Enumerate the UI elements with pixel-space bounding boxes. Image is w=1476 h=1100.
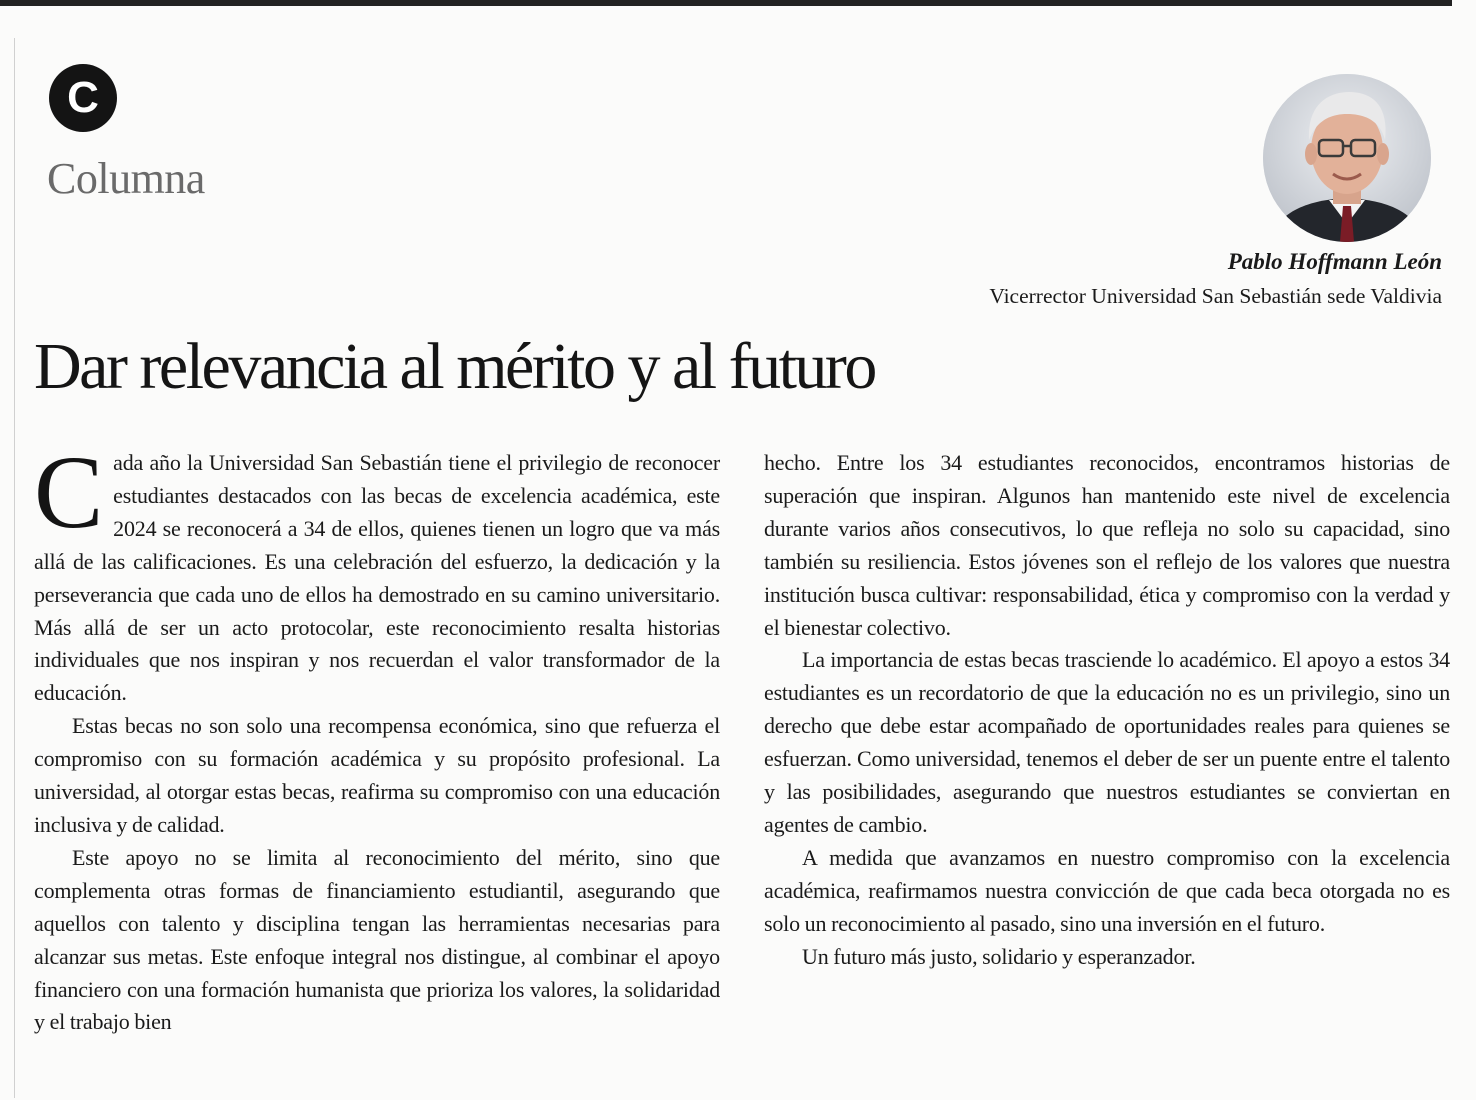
article-paragraph-text: ada año la Universidad San Sebastián tiene el privilegio de reconocer estudiantes destacados con las becas de excelencia académica, este 2024 se reconocerá a 34 de ellos, quienes tienen un logro que va más allá de las calificaciones. Es una celebración del esfuerzo, la dedicación y la perseverancia que cada uno de ellos ha demostrado en su camino universitario. Más allá de ser un acto protocolar, este reconocimiento resalta historias individuales que nos inspiran y nos recuerdan el valor transformador de la educación. <box>34 450 720 706</box>
article-paragraph: A medida que avanzamos en nuestro compromiso con la excelencia académica, reafirmamos nuestra convicción de que cada beca otorgada no es solo un reconocimiento al pasado, sino una inversión en el futuro. <box>764 844 1450 936</box>
article-column-right <box>764 447 1450 974</box>
article-paragraph: Estas becas no son solo una recompensa económica, sino que refuerza el compromiso con su formación académica y su propósito profesional. La universidad, al otorgar estas becas, reafirma su compromiso con una educación inclusiva y de calidad. <box>34 713 720 837</box>
author-portrait-icon <box>1263 74 1431 242</box>
author-name: Pablo Hoffmann León <box>1227 249 1442 274</box>
left-margin-rule <box>14 38 15 1098</box>
section-label: Columna <box>47 154 205 203</box>
article-column-left <box>34 435 720 1039</box>
article-paragraph: La importancia de estas becas trasciende lo académico. El apoyo a estos 34 estudiantes es un recordatorio de que la educación no es un privilegio, sino un derecho que debe estar acompañado de oportunidades reales para quienes se esfuerzan. Como universidad, tenemos el deber de ser un puente entre el talento y las posibilidades, asegurando que nuestros estudiantes se conviertan en agentes de cambio. <box>764 647 1450 837</box>
article-paragraph: Un futuro más justo, solidario y esperanzador. <box>802 943 1196 969</box>
article-paragraph: hecho. Entre los 34 estudiantes reconocidos, encontramos historias de superación que inspiran. Algunos han mantenido este nivel de excelencia durante varios años consecutivos, lo que refleja no solo su capacidad, sino también su resiliencia. Estos jóvenes son el reflejo de los valores que nuestra institución busca cultivar: responsabilidad, ética y compromiso con la verdad y el bienestar colectivo. <box>764 450 1450 640</box>
author-photo <box>1263 74 1431 242</box>
article-paragraph <box>34 435 720 710</box>
drop-cap: C <box>34 435 104 550</box>
author-role: Vicerrector Universidad San Sebastián sede Valdivia <box>989 284 1442 308</box>
article-headline: Dar relevancia al mérito y al futuro <box>34 330 875 403</box>
article-paragraph: Este apoyo no se limita al reconocimiento del mérito, sino que complementa otras formas de financiamiento estudiantil, asegurando que aquellos con talento y disciplina tengan las herramientas necesarias para alcanzar sus metas. Este enfoque integral nos distingue, al combinar el apoyo financiero con una formación humanista que prioriza los valores, la solidaridad y el trabajo bien <box>34 844 720 1035</box>
section-badge-icon: C <box>49 64 117 132</box>
top-rule <box>0 0 1452 6</box>
